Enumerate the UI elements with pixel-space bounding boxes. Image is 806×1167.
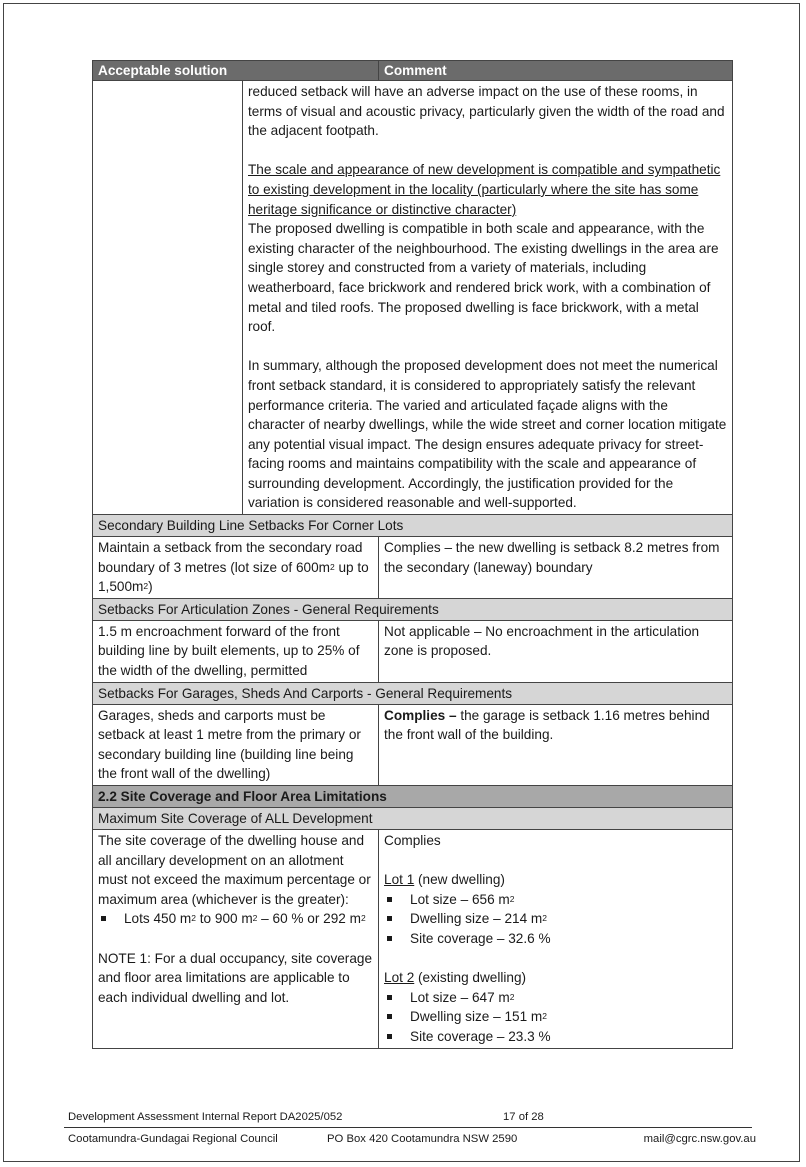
solution-intro: The site coverage of the dwelling house and all ancillary development on an allotment must not exceed the maximum percentage or maximum area (whichever is the greater):: [98, 833, 371, 907]
assessment-table: [92, 60, 733, 1049]
garages-row: [93, 704, 733, 785]
list-item: Dwelling size – 151 $m^2$: [384, 1007, 727, 1027]
postal-address: PO Box 420 Cootamundra NSW 2590: [327, 1133, 518, 1145]
note: NOTE 1: For a dual occupancy, site coverage and floor area limitations are applicable to each individual dwelling and lot.: [98, 950, 373, 1005]
header-acceptable-solution: Acceptable solution: [93, 61, 379, 81]
lot-2-list: [384, 988, 727, 1047]
lot-1-heading: Lot 1 (new dwelling): [384, 872, 505, 888]
solution-bullets: [98, 909, 373, 929]
section-row-max-coverage: [93, 808, 733, 830]
lot-1-list: [384, 890, 727, 949]
list-item: Lot size – 656 $m^2$: [384, 890, 727, 910]
list-item: Dwelling size – 214 $m^2$: [384, 909, 727, 929]
list-item: Lots 450 $m^2$ to 900 $m^2 - 60$ % or 292 $m^2$: [98, 909, 373, 929]
section-title: Maximum Site Coverage of ALL Development: [93, 808, 733, 830]
status-text: Complies: [384, 833, 441, 848]
solution-cell: [93, 830, 379, 1049]
comment-cell: Complies – the garage is setback 1.16 metres behind the front wall of the building.: [379, 704, 733, 785]
section-row-secondary-setbacks: [93, 515, 733, 537]
header-comment: Comment: [379, 61, 733, 81]
table-header-row: [93, 61, 733, 81]
page-number: 17 of 28: [503, 1111, 544, 1123]
comment-cell: Not applicable – No encroachment in the articulation zone is proposed.: [379, 620, 733, 682]
section-row-garages: [93, 682, 733, 704]
section-title: Secondary Building Line Setbacks For Corner Lots: [93, 515, 733, 537]
continued-comment-cell: [243, 81, 733, 515]
summary-paragraph: In summary, although the proposed development does not meet the numerical front setback standard, it is considered to appropriately satisfy the relevant performance criteria. The varied and articulated façade aligns with the character of nearby dwellings, while the wide street and corner location mitigate any potential visual impact. The design ensures adequate privacy for street-facing rooms and maintains compatibility with the scale and appearance of surrounding development. Accordingly, the justification provided for the variation is considered reasonable and well-supported.: [248, 358, 727, 511]
continued-solution-cell: [93, 81, 243, 515]
section-title: Setbacks For Articulation Zones - General Requirements: [93, 598, 733, 620]
solution-cell: Garages, sheds and carports must be setback at least 1 metre from the primary or secondary building line (building line being the front wall of the dwelling): [93, 704, 379, 785]
list-item: Site coverage – 23.3 %: [384, 1027, 727, 1047]
comment-cell: Complies – the new dwelling is setback 8.2 metres from the secondary (laneway) boundary: [379, 537, 733, 599]
list-item: Site coverage – 32.6 %: [384, 929, 727, 949]
solution-cell: Maintain a setback from the secondary road boundary of 3 metres (lot size of $600m^2$ up to $1,500m^2$): [93, 537, 379, 599]
section-title: Setbacks For Garages, Sheds And Carports - General Requirements: [93, 682, 733, 704]
footer-divider: [64, 1127, 752, 1128]
secondary-setbacks-row: [93, 537, 733, 599]
section-title: 2.2 Site Coverage and Floor Area Limitations: [93, 786, 733, 808]
continued-comment-row: [93, 81, 733, 515]
section-row-site-coverage: [93, 786, 733, 808]
section-row-articulation: [93, 598, 733, 620]
council-name: Cootamundra-Gundagai Regional Council: [68, 1133, 278, 1145]
email-address: mail@cgrc.nsw.gov.au: [643, 1133, 756, 1145]
comment-cell: [379, 830, 733, 1049]
articulation-row: [93, 620, 733, 682]
list-item: Lot size – 647 $m^2$: [384, 988, 727, 1008]
status-strong: Complies –: [384, 707, 457, 723]
comment-paragraph: The proposed dwelling is compatible in both scale and appearance, with the existing character of the neighbourhood. The existing dwellings in the area are single storey and constructed from a variety of materials, including weatherboard, face brickwork and rendered brick work, with a combination of metal and tiled roofs. The proposed dwelling is face brickwork, with a metal roof.: [248, 221, 719, 335]
lot-2-heading: Lot 2 (existing dwelling): [384, 970, 527, 986]
report-title: Development Assessment Internal Report DA2025/052: [68, 1111, 343, 1123]
solution-cell: 1.5 m encroachment forward of the front building line by built elements, up to 25% of the width of the dwelling, permitted: [93, 620, 379, 682]
comment-paragraph: reduced setback will have an adverse impact on the use of these rooms, in terms of visual and acoustic privacy, particularly given the width of the road and the adjacent footpath.: [248, 84, 725, 139]
max-coverage-row: [93, 830, 733, 1049]
criterion-heading: The scale and appearance of new development is compatible and sympathetic to existing development in the locality (particularly where the site has some heritage significance or distinctive character): [248, 162, 721, 217]
